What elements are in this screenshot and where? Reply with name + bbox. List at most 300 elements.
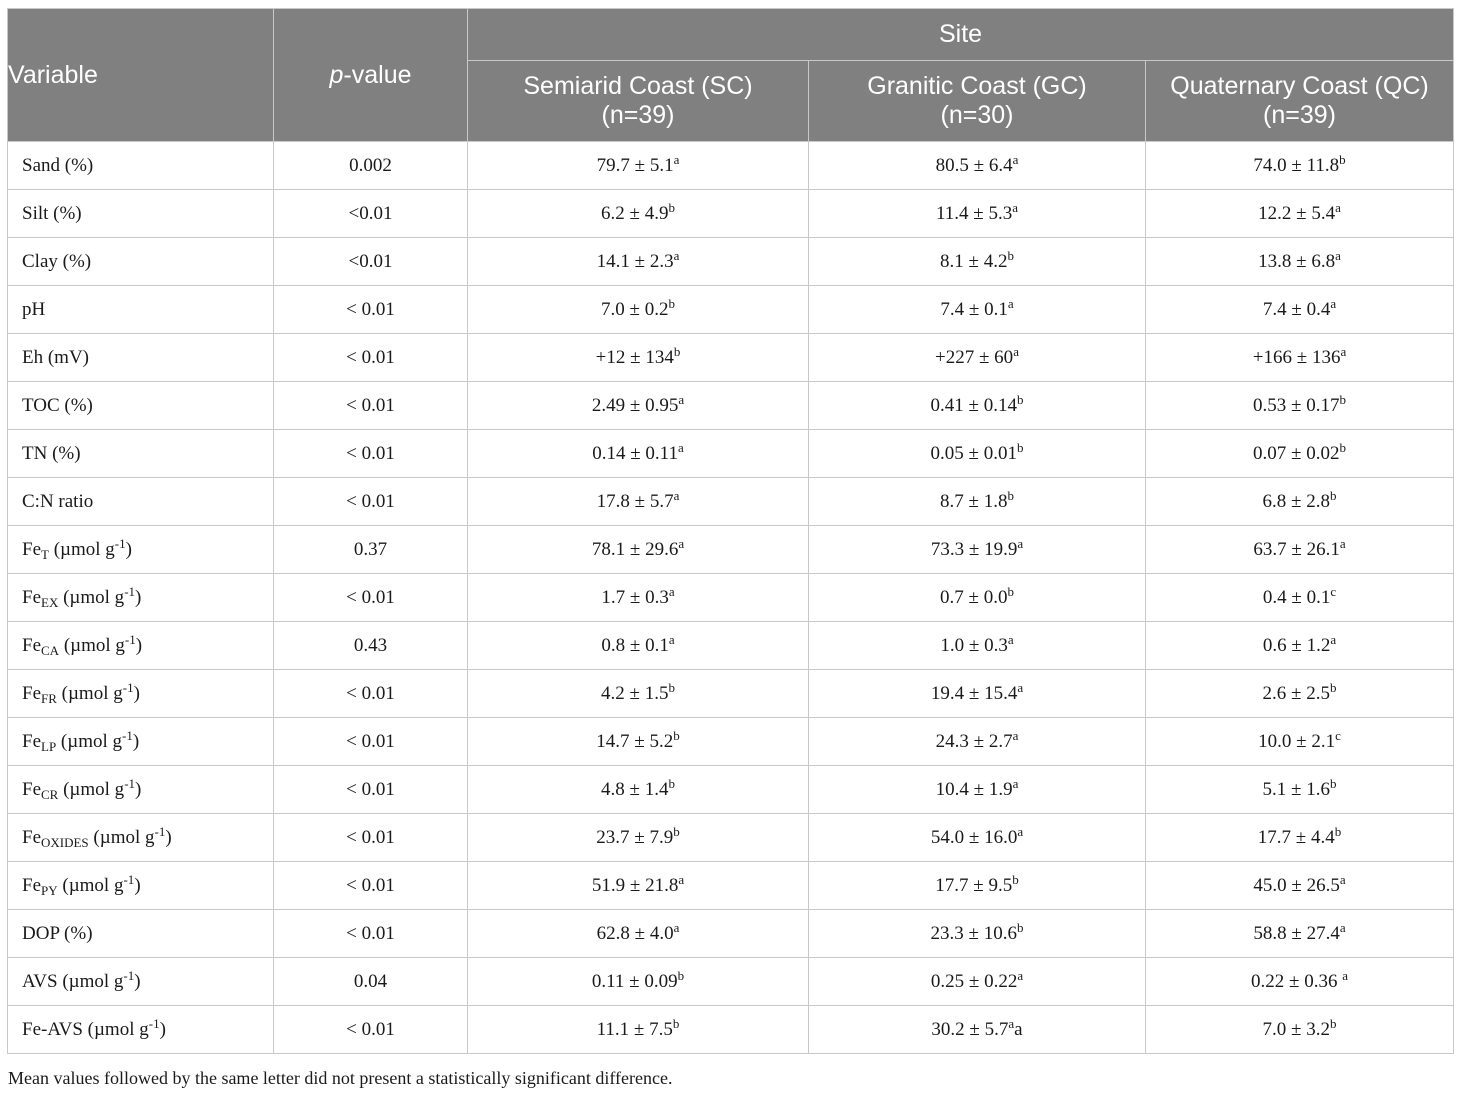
- variable-subscript: T: [41, 546, 49, 562]
- value-cell: [468, 190, 809, 238]
- variable-unit-end: ): [125, 538, 132, 560]
- p-value-cell: < 0.01: [274, 430, 468, 478]
- variable-unit: (µmol g: [61, 682, 123, 704]
- significance-letter: b: [1339, 439, 1346, 455]
- variable-name: Eh (mV): [22, 346, 90, 368]
- variable-cell: [8, 1006, 274, 1054]
- significance-letter: a: [1339, 919, 1346, 935]
- mean-sd-value: 0.8 ± 0.1: [601, 634, 669, 656]
- variable-cell: [8, 190, 274, 238]
- value-cell: [468, 142, 809, 190]
- p-value-cell: 0.002: [274, 142, 468, 190]
- col-header-gc: [809, 61, 1146, 142]
- variable-cell: [8, 526, 274, 574]
- value-cell: [1146, 430, 1454, 478]
- value-cell: [468, 430, 809, 478]
- variable-cell: [8, 574, 274, 622]
- value-cell: [468, 670, 809, 718]
- p-value-cell: 0.04: [274, 958, 468, 1006]
- variable-unit-end: ): [159, 1018, 166, 1040]
- variable-name: TOC (%): [22, 394, 93, 416]
- variable-unit-end: ): [135, 778, 142, 800]
- value-cell: [809, 862, 1146, 910]
- variable-name: Fe: [22, 586, 41, 608]
- mean-sd-value: 10.0 ± 2.1: [1258, 730, 1336, 752]
- variable-name: Fe: [22, 634, 41, 656]
- value-cell: [468, 910, 809, 958]
- value-cell: [1146, 766, 1454, 814]
- table-row: [8, 190, 1454, 238]
- variable-unit: (µmol g: [63, 634, 125, 656]
- mean-sd-value: 0.22 ± 0.36: [1251, 970, 1343, 992]
- mean-sd-value: 62.8 ± 4.0: [596, 922, 674, 944]
- value-cell: [809, 238, 1146, 286]
- value-cell: [1146, 526, 1454, 574]
- variable-name: Sand (%): [22, 154, 94, 176]
- mean-sd-value: 7.4 ± 0.4: [1262, 298, 1331, 320]
- mean-sd-value: 78.1 ± 29.6: [591, 538, 679, 560]
- value-cell: [1146, 382, 1454, 430]
- table-row: [8, 1006, 1454, 1054]
- mean-sd-value: 54.0 ± 16.0: [930, 826, 1018, 848]
- value-cell: [468, 958, 809, 1006]
- significance-letter: a: [668, 631, 675, 647]
- mean-sd-value: 73.3 ± 19.9: [930, 538, 1018, 560]
- variable-unit: (µmol g: [62, 874, 124, 896]
- value-cell: [468, 286, 809, 334]
- value-cell: [468, 382, 809, 430]
- variable-unit-end: ): [134, 874, 141, 896]
- variable-name: Fe-AVS: [22, 1018, 83, 1040]
- variable-name: Fe: [22, 874, 41, 896]
- value-cell: [809, 718, 1146, 766]
- significance-letter: a: [1007, 631, 1014, 647]
- variable-unit-exponent: -1: [123, 967, 135, 983]
- variable-unit-exponent: -1: [154, 823, 166, 839]
- significance-letter: b: [1334, 823, 1342, 839]
- significance-letter: c: [1330, 583, 1337, 599]
- mean-sd-value: 7.0 ± 0.2: [601, 298, 669, 320]
- variable-cell: [8, 718, 274, 766]
- significance-letter: a: [673, 487, 680, 503]
- col-header-n: (n=39): [1263, 101, 1336, 129]
- significance-letter: a: [1017, 535, 1024, 551]
- value-cell: [1146, 670, 1454, 718]
- table-row: [8, 670, 1454, 718]
- significance-letter: b: [673, 823, 680, 839]
- value-cell: [1146, 190, 1454, 238]
- significance-letter: b: [1007, 247, 1014, 263]
- mean-sd-value: 79.7 ± 5.1: [596, 154, 674, 176]
- mean-sd-value: 1.0 ± 0.3: [940, 634, 1008, 656]
- value-cell: [468, 574, 809, 622]
- mean-sd-value: 17.7 ± 4.4: [1257, 826, 1335, 848]
- mean-sd-value: 51.9 ± 21.8: [591, 874, 679, 896]
- table-row: [8, 478, 1454, 526]
- significance-letter: a: [1330, 295, 1337, 311]
- variable-name: Fe: [22, 778, 41, 800]
- value-cell: [809, 334, 1146, 382]
- variable-unit: (µmol g: [87, 1018, 149, 1040]
- col-header-name: Quaternary Coast (QC): [1170, 72, 1429, 100]
- variable-unit-exponent: -1: [114, 535, 126, 551]
- mean-sd-value: 0.6 ± 1.2: [1262, 634, 1331, 656]
- value-cell: [1146, 286, 1454, 334]
- col-header-sc: [468, 61, 809, 142]
- value-cell: [1146, 478, 1454, 526]
- mean-sd-value: 5.1 ± 1.6: [1262, 778, 1330, 800]
- value-cell: [468, 478, 809, 526]
- mean-sd-value: 45.0 ± 26.5: [1253, 874, 1340, 896]
- significance-letter: b: [1007, 583, 1014, 599]
- significance-letter: a: [678, 535, 685, 551]
- value-cell: [468, 238, 809, 286]
- table-row: [8, 910, 1454, 958]
- mean-sd-value: 4.2 ± 1.5: [601, 682, 669, 704]
- variable-cell: [8, 334, 274, 382]
- mean-sd-value: 63.7 ± 26.1: [1253, 538, 1340, 560]
- mean-sd-value: 8.7 ± 1.8: [940, 490, 1008, 512]
- variable-name: Fe: [22, 538, 41, 560]
- significance-letter: b: [1339, 151, 1346, 167]
- significance-letter: b: [1329, 487, 1337, 503]
- data-table: [7, 8, 1454, 1054]
- significance-letter: a: [1339, 535, 1346, 551]
- variable-cell: [8, 238, 274, 286]
- variable-cell: [8, 862, 274, 910]
- variable-cell: [8, 814, 274, 862]
- variable-subscript: PY: [41, 882, 58, 898]
- mean-sd-value: 23.3 ± 10.6: [930, 922, 1017, 944]
- mean-sd-value: 0.05 ± 0.01: [930, 442, 1017, 464]
- table-row: [8, 526, 1454, 574]
- significance-letter: b: [1007, 487, 1014, 503]
- significance-letter: a: [1012, 151, 1019, 167]
- significance-letter: b: [677, 967, 685, 983]
- significance-letter: a: [1335, 247, 1341, 263]
- value-cell: [468, 814, 809, 862]
- variable-name: Silt (%): [22, 202, 82, 224]
- variable-unit-exponent: -1: [122, 727, 133, 743]
- mean-sd-value: 17.8 ± 5.7: [596, 490, 674, 512]
- mean-sd-value: 2.6 ± 2.5: [1262, 682, 1330, 704]
- variable-unit-end: ): [135, 586, 142, 608]
- mean-sd-value: 7.0 ± 3.2: [1262, 1018, 1330, 1040]
- variable-cell: [8, 430, 274, 478]
- variable-cell: [8, 478, 274, 526]
- significance-letter: b: [1329, 775, 1337, 791]
- table-row: [8, 334, 1454, 382]
- variable-cell: [8, 766, 274, 814]
- value-cell: [809, 190, 1146, 238]
- significance-letter: b: [668, 679, 675, 695]
- value-cell: [468, 334, 809, 382]
- table-row: [8, 430, 1454, 478]
- significance-letter: b: [1329, 679, 1337, 695]
- variable-name: TN (%): [22, 442, 81, 464]
- p-value-italic: p: [329, 60, 344, 89]
- value-cell: [809, 1006, 1146, 1054]
- value-cell: [809, 382, 1146, 430]
- variable-unit-end: ): [135, 634, 143, 656]
- variable-cell: [8, 286, 274, 334]
- mean-sd-value: 11.1 ± 7.5: [596, 1018, 673, 1040]
- value-cell: [1146, 574, 1454, 622]
- value-cell: [809, 910, 1146, 958]
- p-value-cell: < 0.01: [274, 910, 468, 958]
- variable-name: Clay (%): [22, 250, 92, 272]
- significance-letter: b: [1339, 391, 1346, 407]
- col-header-n: (n=39): [601, 101, 675, 129]
- value-cell: [468, 1006, 809, 1054]
- mean-sd-value: 30.2 ± 5.7: [931, 1018, 1009, 1040]
- mean-sd-value: 8.1 ± 4.2: [940, 250, 1008, 272]
- p-value-cell: < 0.01: [274, 286, 468, 334]
- significance-letter: b: [668, 295, 675, 311]
- significance-letter: a: [673, 919, 680, 935]
- p-value-cell: < 0.01: [274, 766, 468, 814]
- variable-cell: [8, 910, 274, 958]
- value-cell: [468, 718, 809, 766]
- variable-unit: (µmol g: [93, 826, 155, 848]
- significance-letter: a: [1012, 199, 1018, 215]
- mean-sd-value: +227 ± 60: [935, 346, 1014, 368]
- value-cell: [1146, 1006, 1454, 1054]
- variable-cell: [8, 382, 274, 430]
- variable-name: Fe: [22, 826, 41, 848]
- p-value-cell: <0.01: [274, 190, 468, 238]
- col-header-qc: [1146, 61, 1454, 142]
- significance-letter: b: [1016, 391, 1024, 407]
- p-value-cell: 0.37: [274, 526, 468, 574]
- mean-sd-value: 0.14 ± 0.11: [592, 442, 678, 464]
- p-value-header: [274, 9, 468, 142]
- variable-unit-exponent: -1: [124, 775, 136, 791]
- value-cell: [809, 478, 1146, 526]
- variable-cell: [8, 958, 274, 1006]
- variable-name: pH: [22, 298, 46, 320]
- mean-sd-value: 6.2 ± 4.9: [601, 202, 669, 224]
- mean-sd-value: 0.41 ± 0.14: [930, 394, 1017, 416]
- variable-subscript: OXIDES: [41, 834, 89, 850]
- value-cell: [809, 526, 1146, 574]
- significance-letter: a: [673, 247, 680, 263]
- significance-letter-extra: a: [1014, 1018, 1023, 1040]
- value-cell: [468, 862, 809, 910]
- significance-letter: a: [1335, 199, 1341, 215]
- value-cell: [809, 574, 1146, 622]
- variable-unit-end: ): [133, 682, 140, 704]
- variable-unit: (µmol g: [60, 730, 123, 752]
- significance-letter: a: [1017, 823, 1024, 839]
- mean-sd-value: 0.53 ± 0.17: [1253, 394, 1340, 416]
- table-row: [8, 718, 1454, 766]
- table-row: [8, 286, 1454, 334]
- variable-subscript: LP: [41, 738, 57, 754]
- variable-unit-exponent: -1: [123, 871, 135, 887]
- value-cell: [1146, 958, 1454, 1006]
- table-row: [8, 238, 1454, 286]
- significance-letter: a: [1007, 295, 1014, 311]
- significance-letter: b: [668, 775, 675, 791]
- significance-letter: a: [1008, 1015, 1015, 1031]
- col-header-n: (n=30): [940, 101, 1014, 129]
- significance-letter: a: [1342, 967, 1348, 983]
- variable-unit-exponent: -1: [124, 583, 136, 599]
- variable-unit-end: ): [134, 970, 141, 992]
- variable-unit: (µmol g: [62, 970, 124, 992]
- mean-sd-value: 19.4 ± 15.4: [930, 682, 1018, 704]
- value-cell: [1146, 814, 1454, 862]
- value-cell: [1146, 718, 1454, 766]
- significance-letter: a: [1017, 679, 1024, 695]
- significance-letter: b: [1329, 1015, 1337, 1031]
- p-value-rest: -value: [343, 60, 412, 89]
- mean-sd-value: 10.4 ± 1.9: [935, 778, 1013, 800]
- table-row: [8, 814, 1454, 862]
- mean-sd-value: 0.4 ± 0.1: [1262, 586, 1331, 608]
- significance-letter: a: [678, 391, 685, 407]
- significance-letter: a: [1013, 343, 1019, 359]
- value-cell: [468, 526, 809, 574]
- significance-letter: a: [678, 871, 685, 887]
- col-header-name: Granitic Coast (GC): [867, 72, 1087, 100]
- variable-header: Variable: [8, 9, 274, 142]
- significance-letter: a: [1340, 343, 1347, 359]
- mean-sd-value: 23.7 ± 7.9: [596, 826, 674, 848]
- p-value-cell: < 0.01: [274, 574, 468, 622]
- table-row: [8, 862, 1454, 910]
- value-cell: [468, 766, 809, 814]
- significance-letter: a: [673, 151, 680, 167]
- significance-letter: a: [1012, 775, 1019, 791]
- mean-sd-value: 12.2 ± 5.4: [1258, 202, 1336, 224]
- value-cell: [809, 670, 1146, 718]
- table-row: [8, 958, 1454, 1006]
- value-cell: [1146, 334, 1454, 382]
- mean-sd-value: 74.0 ± 11.8: [1253, 154, 1340, 176]
- p-value-cell: < 0.01: [274, 1006, 468, 1054]
- variable-subscript: CR: [41, 786, 59, 802]
- significance-letter: b: [672, 1015, 680, 1031]
- variable-unit: (µmol g: [63, 778, 125, 800]
- mean-sd-value: 58.8 ± 27.4: [1253, 922, 1340, 944]
- value-cell: [809, 958, 1146, 1006]
- significance-letter: b: [1016, 439, 1024, 455]
- mean-sd-value: 80.5 ± 6.4: [935, 154, 1013, 176]
- table-header: [8, 9, 1454, 142]
- value-cell: [468, 622, 809, 670]
- mean-sd-value: 24.3 ± 2.7: [935, 730, 1013, 752]
- value-cell: [1146, 862, 1454, 910]
- mean-sd-value: 0.11 ± 0.09: [591, 970, 678, 992]
- mean-sd-value: 14.1 ± 2.3: [596, 250, 674, 272]
- variable-cell: [8, 622, 274, 670]
- variable-subscript: CA: [41, 642, 60, 658]
- significance-letter: a: [677, 439, 684, 455]
- table-footnote: Mean values followed by the same letter did not present a statistically significant difference.: [8, 1068, 673, 1088]
- significance-letter: b: [673, 343, 681, 359]
- variable-subscript: FR: [41, 690, 57, 706]
- mean-sd-value: 11.4 ± 5.3: [935, 202, 1013, 224]
- mean-sd-value: 1.7 ± 0.3: [601, 586, 669, 608]
- site-header: Site: [468, 9, 1454, 61]
- variable-name: Fe: [22, 682, 41, 704]
- p-value-cell: < 0.01: [274, 334, 468, 382]
- value-cell: [809, 430, 1146, 478]
- variable-unit-end: ): [165, 826, 172, 848]
- variable-unit-end: ): [132, 730, 140, 752]
- variable-unit: (µmol g: [63, 586, 125, 608]
- mean-sd-value: +12 ± 134: [595, 346, 674, 368]
- p-value-cell: < 0.01: [274, 814, 468, 862]
- p-value-cell: < 0.01: [274, 670, 468, 718]
- table-row: [8, 622, 1454, 670]
- p-value-cell: < 0.01: [274, 382, 468, 430]
- variable-name: C:N ratio: [22, 490, 94, 512]
- p-value-cell: 0.43: [274, 622, 468, 670]
- mean-sd-value: 17.7 ± 9.5: [935, 874, 1013, 896]
- p-value-cell: < 0.01: [274, 718, 468, 766]
- value-cell: [1146, 142, 1454, 190]
- table-row: [8, 574, 1454, 622]
- value-cell: [809, 622, 1146, 670]
- mean-sd-value: 0.7 ± 0.0: [940, 586, 1008, 608]
- p-value-cell: < 0.01: [274, 862, 468, 910]
- significance-letter: a: [1012, 727, 1019, 743]
- table-row: [8, 382, 1454, 430]
- significance-letter: b: [668, 199, 675, 215]
- variable-unit-exponent: -1: [124, 631, 136, 647]
- mean-sd-value: 6.8 ± 2.8: [1262, 490, 1330, 512]
- mean-sd-value: 0.25 ± 0.22: [930, 970, 1018, 992]
- variable-unit-exponent: -1: [148, 1015, 160, 1031]
- value-cell: [809, 142, 1146, 190]
- p-value-cell: < 0.01: [274, 478, 468, 526]
- significance-letter: b: [673, 727, 680, 743]
- value-cell: [809, 766, 1146, 814]
- p-value-cell: <0.01: [274, 238, 468, 286]
- value-cell: [1146, 622, 1454, 670]
- mean-sd-value: 4.8 ± 1.4: [601, 778, 669, 800]
- value-cell: [1146, 238, 1454, 286]
- mean-sd-value: 2.49 ± 0.95: [591, 394, 679, 416]
- significance-letter: a: [1339, 871, 1346, 887]
- significance-letter: b: [1016, 919, 1024, 935]
- mean-sd-value: 13.8 ± 6.8: [1258, 250, 1336, 272]
- value-cell: [1146, 910, 1454, 958]
- significance-letter: a: [668, 583, 675, 599]
- mean-sd-value: 7.4 ± 0.1: [940, 298, 1008, 320]
- variable-name: DOP (%): [22, 922, 93, 944]
- significance-letter: a: [1330, 631, 1337, 647]
- mean-sd-value: 0.07 ± 0.02: [1253, 442, 1340, 464]
- col-header-name: Semiarid Coast (SC): [523, 72, 753, 100]
- value-cell: [809, 286, 1146, 334]
- variable-name: AVS: [22, 970, 58, 992]
- variable-unit: (µmol g: [53, 538, 115, 560]
- variable-cell: [8, 142, 274, 190]
- variable-subscript: EX: [41, 594, 59, 610]
- variable-cell: [8, 670, 274, 718]
- significance-letter: b: [1012, 871, 1019, 887]
- variable-name: Fe: [22, 730, 41, 752]
- table-row: [8, 766, 1454, 814]
- variable-unit-exponent: -1: [122, 679, 134, 695]
- significance-letter: a: [1017, 967, 1024, 983]
- table-row: [8, 142, 1454, 190]
- significance-letter: c: [1335, 727, 1341, 743]
